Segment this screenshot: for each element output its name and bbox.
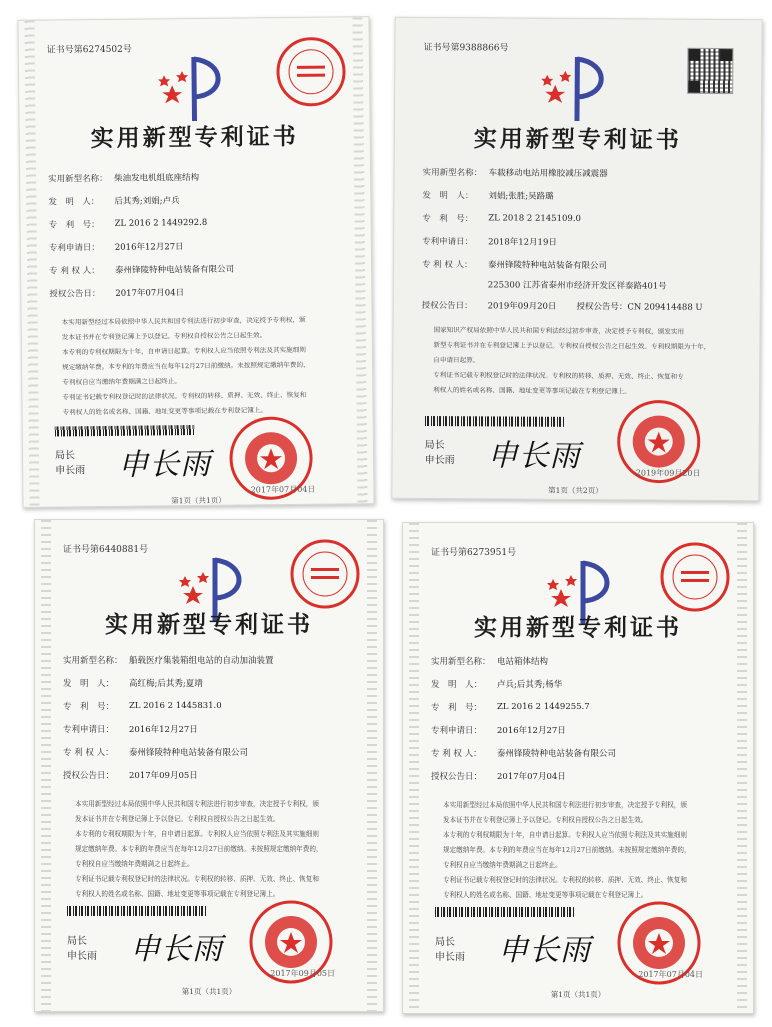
field-label: 实用新型名称： (63, 655, 123, 666)
field-label: 授权公告日： (421, 300, 473, 311)
director-name: 申长雨 (435, 952, 465, 963)
official-seal-icon (289, 538, 361, 610)
field-label: 专利申请日： (48, 242, 100, 254)
field-value: 泰州锋陵特种电站装备有限公司 (115, 264, 235, 276)
field-value: 2016年12月27日 (497, 725, 566, 736)
certificate-title: 实用新型专利证书 (105, 611, 313, 638)
field-label: 发 明 人： (63, 678, 115, 689)
body-paragraph: 规定缴纳年费。本专利的年费应当在每年12月27日前缴纳。未按照规定缴纳年费的， (75, 845, 323, 853)
certificate-body-text (50, 313, 351, 421)
field-inventor (431, 672, 729, 695)
certificate-title: 实用新型专利证书 (473, 125, 682, 154)
body-paragraph: 规定缴纳年费。本专利的年费应当在每年12月27日前缴纳。未按照规定缴纳年费的， (443, 846, 691, 854)
field-value: ZL 2016 2 1449292.8 (114, 217, 208, 229)
field-value: 后其秀;刘娟;卢兵 (114, 195, 180, 207)
certificate-title: 实用新型专利证书 (90, 122, 299, 153)
field-value: 电站箱体结构 (497, 656, 549, 667)
field-value: 泰州锋陵特种电站装备有限公司 (487, 259, 608, 271)
field-inventor (63, 671, 359, 694)
field-label: 发 明 人： (431, 679, 483, 690)
field-label: 授权公告日： (63, 770, 115, 781)
seal-date: 2017年07月04日 (250, 484, 316, 495)
decorative-border-left (24, 21, 39, 507)
certificate-body-text (421, 324, 738, 401)
body-paragraph: 规定缴纳年费。本专利的年费应当在每年12月27日前缴纳。未按照规定缴纳年费的， (62, 360, 310, 372)
body-paragraph: 专利权自应当缴纳年费期满之日起终止。 (443, 861, 562, 869)
field-value: 船载医疗集装箱组电站的自动加油装置 (129, 655, 274, 666)
decorative-border-left (409, 523, 419, 1013)
page-number: 第1页（共1页） (181, 987, 237, 996)
director-signature: 申长雨 (130, 932, 223, 967)
page-number: 第1页（共1页） (171, 495, 226, 506)
field-patentee (63, 740, 359, 763)
patent-office-logo-icon (154, 49, 235, 130)
field-utility-name (63, 648, 359, 671)
page-number: 第1页（共2页） (548, 485, 603, 496)
seal-date: 2017年09月05日 (270, 969, 335, 978)
field-label: 专 利 号： (48, 219, 100, 231)
patent-certificate-3 (34, 519, 384, 1012)
field-value: 柴油发电机组底座结构 (114, 172, 200, 184)
seal-date: 2017年07月04日 (638, 970, 703, 979)
certificate-title: 实用新型专利证书 (474, 614, 682, 641)
field-value: 2017年07月04日 (497, 771, 566, 782)
field-label: 专利申请日： (422, 236, 474, 247)
field-label: 专利申请日： (431, 725, 483, 736)
body-paragraph: 专利证书记载专利权登记时的法律状况。专利权的转移、质押、无效、终止、恢复和 (62, 390, 307, 402)
field-label: 专 利 号： (422, 213, 474, 224)
field-label: 实用新型名称： (431, 656, 491, 667)
seal-date: 2019年09月20日 (635, 468, 701, 478)
decorative-border-right (352, 17, 367, 503)
patent-certificate-2 (391, 17, 762, 502)
field-grant-date (49, 278, 347, 304)
field-label: 专 利 权 人： (63, 747, 114, 758)
field-value: 2016年12月27日 (114, 241, 184, 253)
field-label: 专 利 号： (431, 702, 483, 713)
field-patentee (431, 741, 729, 764)
field-label: 专利申请日： (63, 724, 115, 735)
field-label: 授权公告日： (49, 288, 101, 300)
qr-code-icon (687, 48, 733, 94)
certificate-number: 证书号第6273951号 (431, 548, 517, 558)
field-value: 泰州锋陵特种电站装备有限公司 (497, 748, 617, 759)
announcement-number: 授权公告号：CN 209414488 U (576, 301, 703, 313)
field-label: 授权公告日： (431, 771, 483, 782)
page-number: 第1页（共1页） (550, 990, 606, 999)
field-inventor (48, 186, 346, 212)
field-value: 泰州锋陵特种电站装备有限公司 (129, 747, 249, 758)
field-label: 专 利 权 人： (431, 748, 482, 759)
body-paragraph: 发本证书并在专利登记簿上予以登记。专利权自授权公告之日起生效。 (75, 815, 280, 823)
body-paragraph: 专利权人的姓名或名称、国籍、地址变更等事项记载在专利登记簿上。 (75, 890, 280, 898)
patent-office-logo-icon (537, 49, 618, 130)
field-value: ZL 2016 2 1445831.0 (129, 700, 222, 711)
field-patent-number (422, 206, 736, 231)
director-signature: 申长雨 (498, 933, 591, 968)
official-seal-icon (275, 35, 348, 108)
director-title: 局长 (67, 936, 87, 947)
director-block (67, 934, 97, 964)
barcode-icon (55, 425, 195, 436)
official-seal-icon (659, 541, 731, 613)
decorative-border-right (367, 520, 377, 1011)
field-patent-number (63, 694, 359, 717)
body-paragraph: 本专利的专利权期限为十年，自申请日起算。专利权人应当依照专利法及其实施细则 (61, 345, 306, 357)
certificate-body-text (63, 798, 361, 903)
field-label: 发 明 人： (48, 196, 100, 208)
field-value: 2019年09月20日 (487, 300, 557, 312)
patent-certificate-4 (402, 522, 754, 1014)
field-value: 刘娟;张胜;吴路璐 (488, 190, 554, 202)
director-name: 申长雨 (424, 454, 455, 467)
certificate-fields (431, 649, 729, 787)
body-paragraph: 利权人的姓名或名称、国籍、地址变更等事项记载在专利登记簿上。 (433, 385, 631, 396)
field-value: 车载移动电站用橡胶减压减震器 (488, 167, 608, 179)
field-label: 专 利 权 人： (49, 265, 100, 277)
director-signature: 申长雨 (117, 446, 212, 483)
certificate-number: 证书号第6440881号 (63, 545, 149, 555)
body-paragraph: 专利权自应当缴纳年费期满之日起终止。 (62, 377, 181, 387)
barcode-icon (67, 906, 207, 916)
field-grant-date (63, 763, 359, 786)
director-block (55, 448, 85, 478)
field-grant-date (431, 764, 729, 787)
body-paragraph: 本实用新型经过本局依照中华人民共和国专利法进行初步审查，决定授予专利权，颁 (75, 800, 319, 808)
field-value: 2017年07月04日 (115, 287, 185, 299)
field-label: 发 明 人： (422, 190, 474, 201)
certificate-fields (48, 163, 347, 304)
director-title: 局长 (424, 439, 445, 452)
decorative-border-left (41, 520, 51, 1011)
body-paragraph: 自申请日起算。 (433, 355, 480, 365)
body-paragraph: 国家知识产权局依照中华人民共和国专利法经过初步审查，决定授予专利权，颁发实用 (433, 326, 685, 336)
certificate-number: 证书号第6274502号 (46, 44, 132, 56)
body-paragraph: 本专利的专利权期限为十年，自申请日起算。专利权人应当依照专利法及其实施细则 (443, 831, 687, 839)
field-patent-number (431, 695, 729, 718)
field-label: 实用新型名称： (48, 173, 108, 185)
director-block (435, 935, 465, 965)
body-paragraph: 本实用新型经过本局依照中华人民共和国专利法进行初步审查，决定授予专利权，颁 (61, 315, 306, 327)
field-filing-date (431, 718, 729, 741)
body-paragraph: 本专利的专利权期限为十年，自申请日起算。专利权人应当依照专利法及其实施细则 (75, 830, 319, 838)
field-value: 卢兵;后其秀;杨华 (497, 679, 563, 690)
field-value: 2016年12月27日 (129, 724, 198, 735)
field-filing-date (63, 717, 359, 740)
body-paragraph: 专利证书记载专利权登记时的法律状况。专利权的转移、质押、无效、终止、恢复和 (443, 876, 687, 884)
field-value: 2017年09月05日 (129, 770, 198, 781)
field-patent-number (48, 209, 346, 235)
field-value: ZL 2018 2 2145109.0 (488, 212, 581, 224)
barcode-icon (425, 416, 565, 427)
certificate-body-text (431, 799, 731, 904)
field-utility-name (423, 160, 737, 185)
patentee-address: 225300 江苏省泰州市经济开发区祥泰路401号 (487, 280, 667, 292)
field-label: 专 利 号： (63, 701, 115, 712)
body-paragraph: 发本证书并在专利登记簿上予以登记。专利权自授权公告之日起生效。 (61, 331, 267, 342)
body-paragraph: 新型专利证书并在专利登记簿上予以登记。专利权自授权公告之日起生效。专利权期限为十年， (433, 340, 711, 351)
director-name: 申长雨 (67, 951, 97, 962)
body-paragraph: 专利权人的姓名或名称、国籍、地址变更等事项记载在专利登记簿上。 (62, 406, 268, 417)
field-patentee (422, 252, 736, 277)
director-title: 局长 (435, 937, 455, 948)
field-inventor (422, 183, 736, 208)
field-patentee (49, 255, 347, 281)
field-utility-name (431, 649, 729, 672)
certificate-number: 证书号第9388866号 (423, 42, 509, 54)
patent-certificate-1 (17, 16, 374, 508)
certificate-fields (422, 160, 737, 318)
barcode-icon (435, 907, 575, 917)
body-paragraph: 发本证书并在专利登记簿上予以登记。专利权自授权公告之日起生效。 (443, 816, 648, 824)
body-paragraph: 专利权自应当缴纳年费期满之日起终止。 (75, 860, 194, 868)
field-label: 实用新型名称： (422, 167, 483, 178)
field-label: 专 利 权 人： (421, 259, 473, 270)
certificate-fields (63, 648, 359, 786)
director-title: 局长 (54, 450, 76, 462)
field-filing-date (422, 229, 736, 254)
body-paragraph: 专利证书记载专利权登记时的法律状况。专利权的转移、质押、无效、终止、恢复和专 (433, 370, 684, 381)
director-block (425, 438, 455, 468)
director-signature: 申长雨 (487, 438, 581, 475)
body-paragraph: 本实用新型经过本局依照中华人民共和国专利法进行初步审查，决定授予专利权，颁 (443, 801, 687, 809)
field-value: ZL 2016 2 1449255.7 (497, 701, 590, 712)
body-paragraph: 专利证书记载专利权登记时的法律状况。专利权的转移、质押、无效、终止、恢复和 (75, 875, 319, 883)
field-filing-date (49, 232, 347, 258)
field-grant-date (422, 293, 736, 318)
decorative-border-right (737, 523, 747, 1013)
field-value: 2018年12月19日 (488, 236, 557, 248)
field-utility-name (48, 163, 346, 189)
body-paragraph: 专利权人的姓名或名称、国籍、地址变更等事项记载在专利登记簿上。 (443, 891, 648, 899)
director-name: 申长雨 (55, 465, 86, 477)
field-value: 高红梅;后其秀;夏靖 (129, 678, 203, 689)
